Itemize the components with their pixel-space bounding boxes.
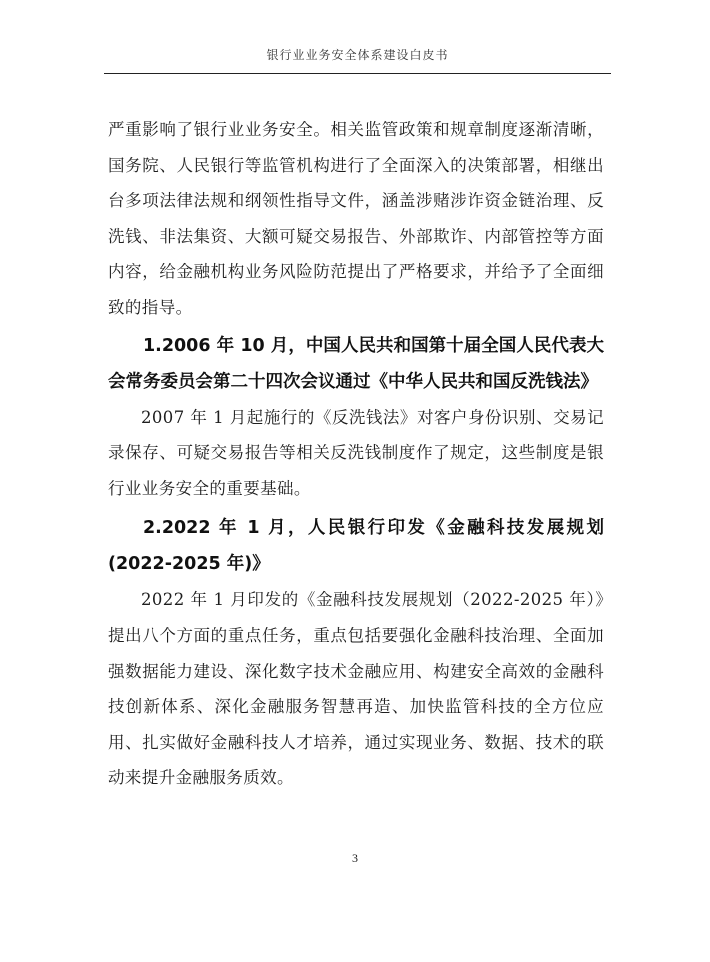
running-header: 银行业业务安全体系建设白皮书 [266,48,449,62]
intro-paragraph: 严重影响了银行业业务安全。相关监管政策和规章制度逐渐清晰，国务院、人民银行等监管机构进行了全面深入的决策部署，相继出台多项法律法规和纲领性指导文件，涵盖涉赌涉诈资金链治理、反洗钱、非法集资、大额可疑交易报告、外部欺诈、内部管控等方面内容，给金融机构业务风险防范提出了严格要求，并给予了全面细致的指导。 [108,120,604,317]
section-heading-fintech-plan: 2.2022 年 1 月，人民银行印发《金融科技发展规划(2022-2025 年)》 [108,518,604,575]
header-divider [104,73,611,74]
section-paragraph-fintech-plan: 2022 年 1 月印发的《金融科技发展规划（2022-2025 年）》提出八个方面的重点任务，重点包括要强化金融科技治理、全面加强数据能力建设、深化数字技术金融应用、构建安全高效的金融科技创新体系、深化金融服务智慧再造、加快监管科技的全方位应用、扎实做好金融科技人才培养，通过实现业务、数据、技术的联动来提升金融服务质效。 [108,590,604,788]
section-heading-anti-money-laundering-law: 1.2006 年 10 月，中国人民共和国第十届全国人民代表大会常务委员会第二十四次会议通过《中华人民共和国反洗钱法》 [108,335,604,392]
page-number: 3 [352,851,358,865]
section-paragraph-anti-money-laundering-law: 2007 年 1 月起施行的《反洗钱法》对客户身份识别、交易记录保存、可疑交易报告等相关反洗钱制度作了规定，这些制度是银行业业务安全的重要基础。 [108,407,604,498]
page-body [108,112,604,796]
